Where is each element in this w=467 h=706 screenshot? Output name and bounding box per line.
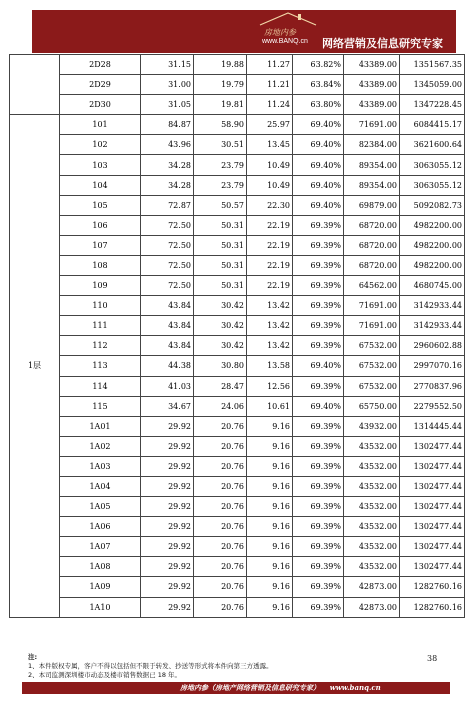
unit-cell: 1A02 xyxy=(60,436,141,456)
table-row xyxy=(10,276,465,296)
value-cell: 13.45 xyxy=(247,135,293,155)
unit-cell: 101 xyxy=(60,115,141,135)
value-cell: 3142933.44 xyxy=(400,316,465,336)
value-cell: 43532.00 xyxy=(344,476,400,496)
value-cell: 68720.00 xyxy=(344,215,400,235)
table-row xyxy=(10,75,465,95)
value-cell: 1314445.44 xyxy=(400,416,465,436)
value-cell: 9.16 xyxy=(247,456,293,476)
table-row xyxy=(10,497,465,517)
value-cell: 69.39% xyxy=(293,557,344,577)
notes-label: 注: xyxy=(28,653,38,661)
header-title: 网络营销及信息研究专家 xyxy=(322,37,443,50)
value-cell: 84.87 xyxy=(141,115,194,135)
unit-cell: 2D28 xyxy=(60,55,141,75)
footer-brand: 房地内参（房地产网络营销及信息研究专家） xyxy=(180,683,320,692)
value-cell: 69879.00 xyxy=(344,195,400,215)
value-cell: 4982200.00 xyxy=(400,255,465,275)
value-cell: 50.31 xyxy=(194,215,247,235)
value-cell: 69.39% xyxy=(293,316,344,336)
unit-cell: 1A04 xyxy=(60,476,141,496)
value-cell: 4982200.00 xyxy=(400,235,465,255)
value-cell: 71691.00 xyxy=(344,115,400,135)
value-cell: 1302477.44 xyxy=(400,436,465,456)
unit-cell: 103 xyxy=(60,155,141,175)
table-row xyxy=(10,416,465,436)
unit-cell: 112 xyxy=(60,336,141,356)
value-cell: 69.39% xyxy=(293,376,344,396)
value-cell: 69.39% xyxy=(293,235,344,255)
value-cell: 20.76 xyxy=(194,577,247,597)
value-cell: 20.76 xyxy=(194,456,247,476)
value-cell: 23.79 xyxy=(194,155,247,175)
value-cell: 20.76 xyxy=(194,476,247,496)
unit-cell: 114 xyxy=(60,376,141,396)
value-cell: 29.92 xyxy=(141,476,194,496)
value-cell: 2997070.16 xyxy=(400,356,465,376)
value-cell: 5092082.73 xyxy=(400,195,465,215)
table-row xyxy=(10,597,465,617)
sales-table xyxy=(9,54,465,618)
value-cell: 1282760.16 xyxy=(400,577,465,597)
value-cell: 29.92 xyxy=(141,577,194,597)
table-row xyxy=(10,436,465,456)
value-cell: 9.16 xyxy=(247,517,293,537)
value-cell: 29.92 xyxy=(141,557,194,577)
unit-cell: 104 xyxy=(60,175,141,195)
floor-cell-empty xyxy=(10,55,60,115)
value-cell: 22.19 xyxy=(247,276,293,296)
value-cell: 3063055.12 xyxy=(400,175,465,195)
unit-cell: 1A06 xyxy=(60,517,141,537)
value-cell: 10.49 xyxy=(247,175,293,195)
value-cell: 10.61 xyxy=(247,396,293,416)
value-cell: 13.42 xyxy=(247,316,293,336)
value-cell: 29.92 xyxy=(141,497,194,517)
table-row xyxy=(10,135,465,155)
value-cell: 11.27 xyxy=(247,55,293,75)
value-cell: 43.96 xyxy=(141,135,194,155)
unit-cell: 113 xyxy=(60,356,141,376)
value-cell: 41.03 xyxy=(141,376,194,396)
table-row xyxy=(10,557,465,577)
value-cell: 43532.00 xyxy=(344,517,400,537)
value-cell: 89354.00 xyxy=(344,155,400,175)
table-row xyxy=(10,175,465,195)
logo-url: www.BANQ.cn xyxy=(262,38,308,45)
unit-cell: 1A10 xyxy=(60,597,141,617)
value-cell: 22.19 xyxy=(247,215,293,235)
unit-cell: 1A09 xyxy=(60,577,141,597)
value-cell: 43532.00 xyxy=(344,537,400,557)
footer-text xyxy=(180,683,381,693)
value-cell: 69.40% xyxy=(293,115,344,135)
value-cell: 20.76 xyxy=(194,597,247,617)
value-cell: 67532.00 xyxy=(344,356,400,376)
value-cell: 2279552.50 xyxy=(400,396,465,416)
value-cell: 31.15 xyxy=(141,55,194,75)
value-cell: 20.76 xyxy=(194,517,247,537)
unit-cell: 107 xyxy=(60,235,141,255)
logo-text: 房地内参 xyxy=(264,28,296,37)
value-cell: 19.81 xyxy=(194,95,247,115)
value-cell: 43.84 xyxy=(141,336,194,356)
value-cell: 69.39% xyxy=(293,476,344,496)
note-line-2: 2、本司监测深圳楼市动态及楼市销售数据已 18 年。 xyxy=(28,671,182,679)
unit-cell: 2D29 xyxy=(60,75,141,95)
value-cell: 63.80% xyxy=(293,95,344,115)
table-row xyxy=(10,537,465,557)
unit-cell: 108 xyxy=(60,255,141,275)
table-row xyxy=(10,396,465,416)
value-cell: 29.92 xyxy=(141,456,194,476)
value-cell: 43532.00 xyxy=(344,497,400,517)
floor-cell: 1层 xyxy=(10,115,60,617)
table-row xyxy=(10,235,465,255)
value-cell: 23.79 xyxy=(194,175,247,195)
value-cell: 72.50 xyxy=(141,235,194,255)
table-row xyxy=(10,195,465,215)
table-row xyxy=(10,376,465,396)
value-cell: 9.16 xyxy=(247,537,293,557)
value-cell: 3063055.12 xyxy=(400,155,465,175)
value-cell: 11.24 xyxy=(247,95,293,115)
value-cell: 63.82% xyxy=(293,55,344,75)
unit-cell: 1A03 xyxy=(60,456,141,476)
value-cell: 13.42 xyxy=(247,336,293,356)
table-row xyxy=(10,255,465,275)
value-cell: 9.16 xyxy=(247,436,293,456)
value-cell: 43389.00 xyxy=(344,55,400,75)
note-line-1: 1、本件版权专属，客户不得以包括但不限于转发、抄送等形式将本件向第三方透露。 xyxy=(28,662,273,670)
value-cell: 63.84% xyxy=(293,75,344,95)
value-cell: 1347228.45 xyxy=(400,95,465,115)
value-cell: 72.50 xyxy=(141,276,194,296)
table-row xyxy=(10,476,465,496)
value-cell: 64562.00 xyxy=(344,276,400,296)
value-cell: 68720.00 xyxy=(344,255,400,275)
value-cell: 1351567.35 xyxy=(400,55,465,75)
value-cell: 29.92 xyxy=(141,517,194,537)
value-cell: 69.39% xyxy=(293,517,344,537)
table-row xyxy=(10,155,465,175)
value-cell: 34.28 xyxy=(141,175,194,195)
value-cell: 9.16 xyxy=(247,557,293,577)
unit-cell: 102 xyxy=(60,135,141,155)
value-cell: 1302477.44 xyxy=(400,537,465,557)
value-cell: 29.92 xyxy=(141,597,194,617)
value-cell: 68720.00 xyxy=(344,235,400,255)
unit-cell: 1A07 xyxy=(60,537,141,557)
table-row xyxy=(10,456,465,476)
value-cell: 24.06 xyxy=(194,396,247,416)
value-cell: 69.39% xyxy=(293,497,344,517)
table-row xyxy=(10,215,465,235)
table-row xyxy=(10,115,465,135)
table-row xyxy=(10,356,465,376)
value-cell: 11.21 xyxy=(247,75,293,95)
value-cell: 69.39% xyxy=(293,577,344,597)
value-cell: 69.39% xyxy=(293,276,344,296)
value-cell: 20.76 xyxy=(194,436,247,456)
value-cell: 4680745.00 xyxy=(400,276,465,296)
value-cell: 31.00 xyxy=(141,75,194,95)
value-cell: 43389.00 xyxy=(344,75,400,95)
value-cell: 69.39% xyxy=(293,416,344,436)
value-cell: 1302477.44 xyxy=(400,456,465,476)
value-cell: 43532.00 xyxy=(344,456,400,476)
value-cell: 71691.00 xyxy=(344,316,400,336)
value-cell: 50.31 xyxy=(194,255,247,275)
value-cell: 4982200.00 xyxy=(400,215,465,235)
value-cell: 30.51 xyxy=(194,135,247,155)
house-logo-icon xyxy=(258,11,318,27)
value-cell: 34.67 xyxy=(141,396,194,416)
value-cell: 72.87 xyxy=(141,195,194,215)
table-row xyxy=(10,577,465,597)
value-cell: 28.47 xyxy=(194,376,247,396)
value-cell: 30.42 xyxy=(194,296,247,316)
value-cell: 1302477.44 xyxy=(400,557,465,577)
value-cell: 72.50 xyxy=(141,255,194,275)
value-cell: 29.92 xyxy=(141,436,194,456)
notes xyxy=(28,653,273,680)
value-cell: 50.31 xyxy=(194,235,247,255)
value-cell: 22.19 xyxy=(247,235,293,255)
value-cell: 1302477.44 xyxy=(400,517,465,537)
value-cell: 89354.00 xyxy=(344,175,400,195)
value-cell: 69.39% xyxy=(293,456,344,476)
table-row xyxy=(10,336,465,356)
value-cell: 69.40% xyxy=(293,175,344,195)
value-cell: 3621600.64 xyxy=(400,135,465,155)
unit-cell: 111 xyxy=(60,316,141,336)
unit-cell: 1A08 xyxy=(60,557,141,577)
value-cell: 42873.00 xyxy=(344,597,400,617)
value-cell: 43.84 xyxy=(141,316,194,336)
value-cell: 13.58 xyxy=(247,356,293,376)
value-cell: 43532.00 xyxy=(344,557,400,577)
table-row xyxy=(10,296,465,316)
unit-cell: 109 xyxy=(60,276,141,296)
value-cell: 58.90 xyxy=(194,115,247,135)
unit-cell: 2D30 xyxy=(60,95,141,115)
value-cell: 1302477.44 xyxy=(400,476,465,496)
value-cell: 43932.00 xyxy=(344,416,400,436)
table-row xyxy=(10,316,465,336)
value-cell: 22.19 xyxy=(247,255,293,275)
value-cell: 43389.00 xyxy=(344,95,400,115)
value-cell: 9.16 xyxy=(247,476,293,496)
value-cell: 9.16 xyxy=(247,497,293,517)
value-cell: 69.39% xyxy=(293,597,344,617)
value-cell: 69.39% xyxy=(293,537,344,557)
value-cell: 30.80 xyxy=(194,356,247,376)
value-cell: 29.92 xyxy=(141,537,194,557)
value-cell: 1302477.44 xyxy=(400,497,465,517)
value-cell: 69.40% xyxy=(293,155,344,175)
value-cell: 2770837.96 xyxy=(400,376,465,396)
value-cell: 69.40% xyxy=(293,135,344,155)
value-cell: 13.42 xyxy=(247,296,293,316)
value-cell: 50.31 xyxy=(194,276,247,296)
footer-url: www.banq.cn xyxy=(329,683,381,692)
value-cell: 71691.00 xyxy=(344,296,400,316)
unit-cell: 1A01 xyxy=(60,416,141,436)
value-cell: 34.28 xyxy=(141,155,194,175)
value-cell: 12.56 xyxy=(247,376,293,396)
unit-cell: 110 xyxy=(60,296,141,316)
value-cell: 10.49 xyxy=(247,155,293,175)
unit-cell: 106 xyxy=(60,215,141,235)
value-cell: 30.42 xyxy=(194,336,247,356)
value-cell: 72.50 xyxy=(141,215,194,235)
value-cell: 69.39% xyxy=(293,336,344,356)
value-cell: 20.76 xyxy=(194,557,247,577)
value-cell: 69.39% xyxy=(293,215,344,235)
value-cell: 44.38 xyxy=(141,356,194,376)
value-cell: 43.84 xyxy=(141,296,194,316)
value-cell: 69.39% xyxy=(293,296,344,316)
value-cell: 69.40% xyxy=(293,195,344,215)
value-cell: 2960602.88 xyxy=(400,336,465,356)
table-row xyxy=(10,517,465,537)
value-cell: 82384.00 xyxy=(344,135,400,155)
value-cell: 19.79 xyxy=(194,75,247,95)
value-cell: 65750.00 xyxy=(344,396,400,416)
value-cell: 9.16 xyxy=(247,577,293,597)
value-cell: 67532.00 xyxy=(344,336,400,356)
value-cell: 20.76 xyxy=(194,497,247,517)
value-cell: 67532.00 xyxy=(344,376,400,396)
table-row xyxy=(10,95,465,115)
page-number: 38 xyxy=(427,654,438,663)
value-cell: 69.39% xyxy=(293,255,344,275)
value-cell: 29.92 xyxy=(141,416,194,436)
unit-cell: 105 xyxy=(60,195,141,215)
value-cell: 3142933.44 xyxy=(400,296,465,316)
value-cell: 19.88 xyxy=(194,55,247,75)
value-cell: 69.40% xyxy=(293,396,344,416)
table-row xyxy=(10,55,465,75)
value-cell: 20.76 xyxy=(194,537,247,557)
value-cell: 42873.00 xyxy=(344,577,400,597)
value-cell: 6084415.17 xyxy=(400,115,465,135)
value-cell: 9.16 xyxy=(247,416,293,436)
unit-cell: 115 xyxy=(60,396,141,416)
value-cell: 69.40% xyxy=(293,356,344,376)
value-cell: 43532.00 xyxy=(344,436,400,456)
unit-cell: 1A05 xyxy=(60,497,141,517)
value-cell: 20.76 xyxy=(194,416,247,436)
value-cell: 9.16 xyxy=(247,597,293,617)
value-cell: 1345059.00 xyxy=(400,75,465,95)
value-cell: 31.05 xyxy=(141,95,194,115)
value-cell: 25.97 xyxy=(247,115,293,135)
value-cell: 1282760.16 xyxy=(400,597,465,617)
value-cell: 69.39% xyxy=(293,436,344,456)
value-cell: 50.57 xyxy=(194,195,247,215)
value-cell: 30.42 xyxy=(194,316,247,336)
value-cell: 22.30 xyxy=(247,195,293,215)
